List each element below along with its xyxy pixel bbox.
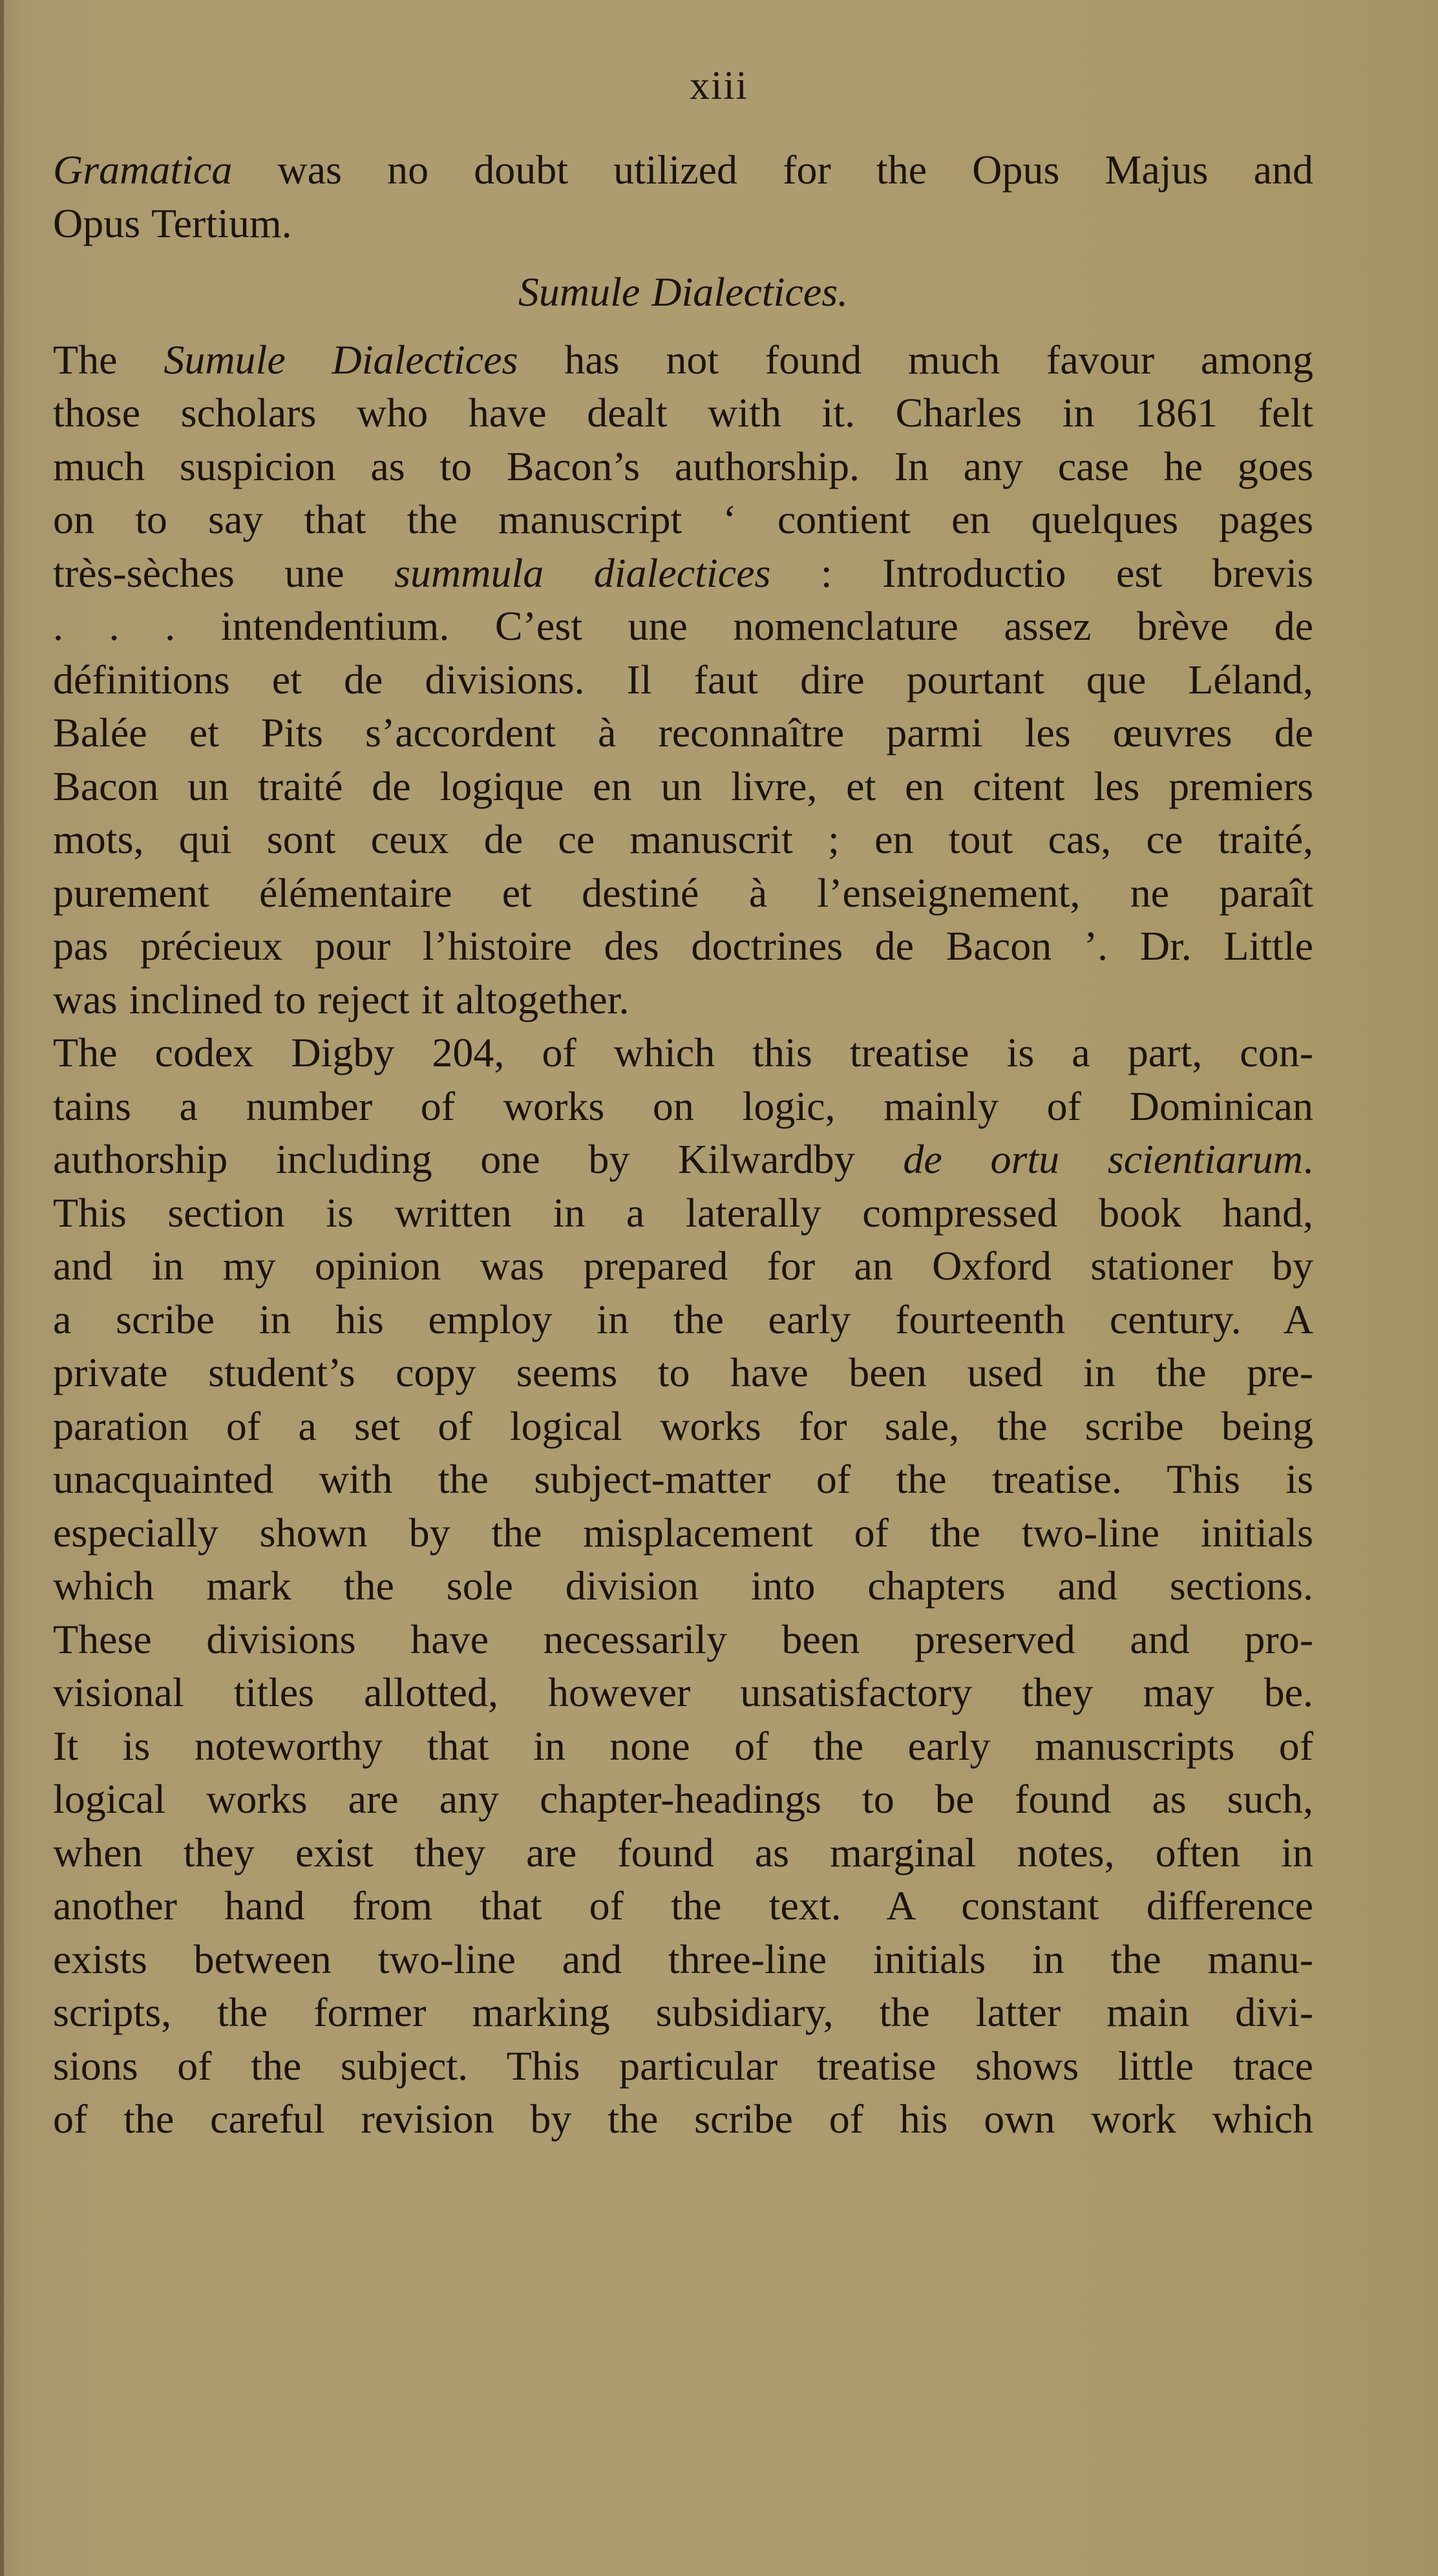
text-line: This section is written in a laterally compressed book hand, — [53, 1189, 1313, 1236]
text-line: mots, qui sont ceux de ce manuscrit ; en tout cas, ce traité, — [53, 816, 1313, 862]
text-line: visional titles allotted, however unsatisfactory they may be. — [53, 1669, 1313, 1715]
text-line: Opus Tertium. — [53, 200, 292, 246]
body-text — [53, 143, 1313, 2146]
text-line: on to say that the manuscript ‘ contient en quelques pages — [53, 496, 1313, 542]
text-line: a scribe in his employ in the early fourteenth century. A — [53, 1296, 1313, 1342]
text-line: pas précieux pour l’histoire des doctrines de Bacon ’. Dr. Little — [53, 923, 1313, 969]
italic-title: summula dialectices — [394, 549, 771, 596]
text-line: très-sèches une summula dialectices : Introductio est brevis — [53, 549, 1314, 596]
page-number: xiii — [690, 64, 748, 108]
text-line: was inclined to reject it altogether. — [53, 976, 629, 1022]
text-line: of the careful revision by the scribe of his own work which — [53, 2096, 1313, 2142]
section-heading: Sumule Dialectices. — [518, 269, 849, 315]
paragraph-sumule — [53, 333, 1313, 1027]
italic-title: Gramatica — [53, 147, 233, 193]
text-line: scripts, the former marking subsidiary, the latter main divi- — [53, 1989, 1313, 2035]
text-line: Bacon un traité de logique en un livre, et en citent les premiers — [53, 763, 1313, 809]
text-line: paration of a set of logical works for sale, the scribe being — [53, 1402, 1313, 1449]
text-line: It is noteworthy that in none of the early manuscripts of — [53, 1722, 1313, 1769]
text-line: . . . intendentium. C’est une nomenclature assez brève de — [53, 603, 1313, 649]
text-line: purement élémentaire et destiné à l’enseignement, ne paraît — [53, 869, 1313, 916]
text-line: exists between two-line and three-line initials in the manu- — [53, 1936, 1313, 1982]
text-line: which mark the sole division into chapters and sections. — [53, 1563, 1313, 1609]
text-line: The Sumule Dialectices has not found much favour among — [53, 336, 1314, 383]
text-line: These divisions have necessarily been preserved and pro- — [53, 1616, 1313, 1662]
text-line: especially shown by the misplacement of the two-line initials — [53, 1509, 1313, 1556]
text-line: another hand from that of the text. A constant difference — [53, 1883, 1313, 1928]
text-line: tains a number of works on logic, mainly of Dominican — [53, 1082, 1313, 1129]
text-line: those scholars who have dealt with it. Charles in 1861 felt — [53, 390, 1313, 436]
paragraph-codex — [53, 1026, 1313, 2146]
intro-paragraph — [53, 143, 1313, 250]
text-line: unacquainted with the subject-matter of the treatise. This is — [53, 1456, 1313, 1502]
italic-title: de ortu scientiarum — [903, 1136, 1304, 1182]
text-line: Balée et Pits s’accordent à reconnaître parmi les œuvres de — [53, 710, 1313, 755]
text-line: and in my opinion was prepared for an Oxford stationer by — [53, 1243, 1313, 1289]
text-line: The codex Digby 204, of which this treatise is a part, con- — [53, 1029, 1313, 1075]
text-line: much suspicion as to Bacon’s authorship. In any case he goes — [53, 443, 1313, 489]
text-line: logical works are any chapter-headings to be found as such, — [53, 1776, 1313, 1822]
page-edge-shadow — [0, 0, 4, 2576]
text-line: Gramatica was no doubt utilized for the Opus Majus and — [53, 147, 1313, 193]
text-line: définitions et de divisions. Il faut dire pourtant que Léland, — [53, 656, 1313, 702]
text-line: when they exist they are found as marginal notes, often in — [53, 1829, 1313, 1875]
text-line: private student’s copy seems to have been used in the pre- — [53, 1349, 1313, 1395]
italic-title: Sumule Dialectices — [164, 336, 518, 383]
text-line: authorship including one by Kilwardby de ortu scientiarum. — [53, 1136, 1314, 1182]
text-line: sions of the subject. This particular treatise shows little trace — [53, 2042, 1313, 2089]
